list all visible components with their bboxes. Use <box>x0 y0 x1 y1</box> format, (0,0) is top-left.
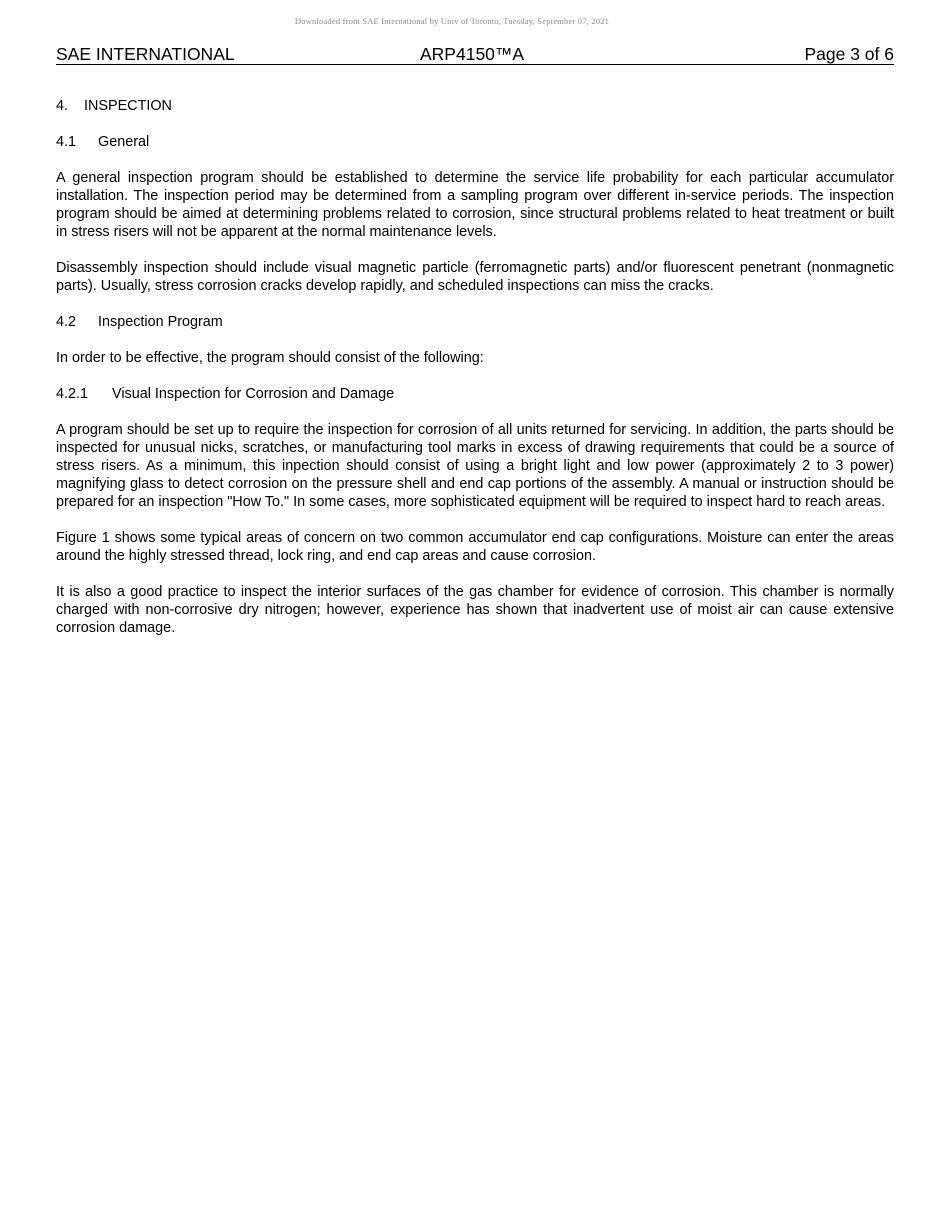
section-title: Visual Inspection for Corrosion and Damage <box>112 386 395 402</box>
section-heading-4 <box>56 97 894 115</box>
paragraph-general-2: Disassembly inspection should include visual magnetic particle (ferromagnetic parts) and/or fluorescent penetrant (nonmagnetic parts). Usually, stress corrosion cracks develop rapidly, and scheduled inspections can miss the cracks. <box>56 260 894 294</box>
paragraph-general-1: A general inspection program should be established to determine the service life probability for each particular accumulator installation. The inspection period may be determined from a sampling program over different in-service periods. The inspection program should be aimed at determining problems related to corrosion, since structural problems related to heat treatment or built in stress risers will not be apparent at the normal maintenance levels. <box>56 170 894 240</box>
section-heading-4-1 <box>56 133 894 151</box>
header-organization: SAE INTERNATIONAL <box>56 44 235 64</box>
paragraph-visual-inspection-3: It is also a good practice to inspect the interior surfaces of the gas chamber for evidence of corrosion. This chamber is normally charged with non-corrosive dry nitrogen; however, experience has shown that inadvertent use of moist air can cause extensive corrosion damage. <box>56 584 894 636</box>
download-watermark: Downloaded from SAE International by Univ of Toronto, Tuesday, September 07, 2021 <box>294 16 610 26</box>
header-page-number: Page 3 of 6 <box>804 44 894 64</box>
section-number: 4.2 <box>56 314 77 330</box>
section-number: 4. <box>56 98 69 114</box>
header-document-id: ARP4150™A <box>420 44 525 64</box>
paragraph-visual-inspection-2: Figure 1 shows some typical areas of concern on two common accumulator end cap configurations. Moisture can enter the areas around the highly stressed thread, lock ring, and end cap areas and cause corrosion. <box>56 530 894 564</box>
section-number: 4.1 <box>56 134 77 150</box>
section-title: General <box>98 134 150 150</box>
document-body <box>56 97 894 637</box>
section-title: INSPECTION <box>84 98 172 114</box>
section-title: Inspection Program <box>98 314 223 330</box>
section-heading-4-2-1 <box>56 385 894 403</box>
page-header <box>56 44 894 65</box>
section-heading-4-2 <box>56 313 894 331</box>
paragraph-program-intro: In order to be effective, the program should consist of the following: <box>56 350 484 366</box>
section-number: 4.2.1 <box>56 386 89 402</box>
paragraph-visual-inspection-1: A program should be set up to require the inspection for corrosion of all units returned for servicing. In addition, the parts should be inspected for unusual nicks, scratches, or manufacturing tool marks in excess of drawing requirements that could be a source of stress risers. As a minimum, this inpection should consist of using a bright light and low power (approximately 2 to 3 power) magnifying glass to detect corrosion on the pressure shell and end cap portions of the assembly. A manual or instruction should be prepared for an inspection "How To." In some cases, more sophisticated equipment will be required to inspect hard to reach areas. <box>56 422 894 510</box>
